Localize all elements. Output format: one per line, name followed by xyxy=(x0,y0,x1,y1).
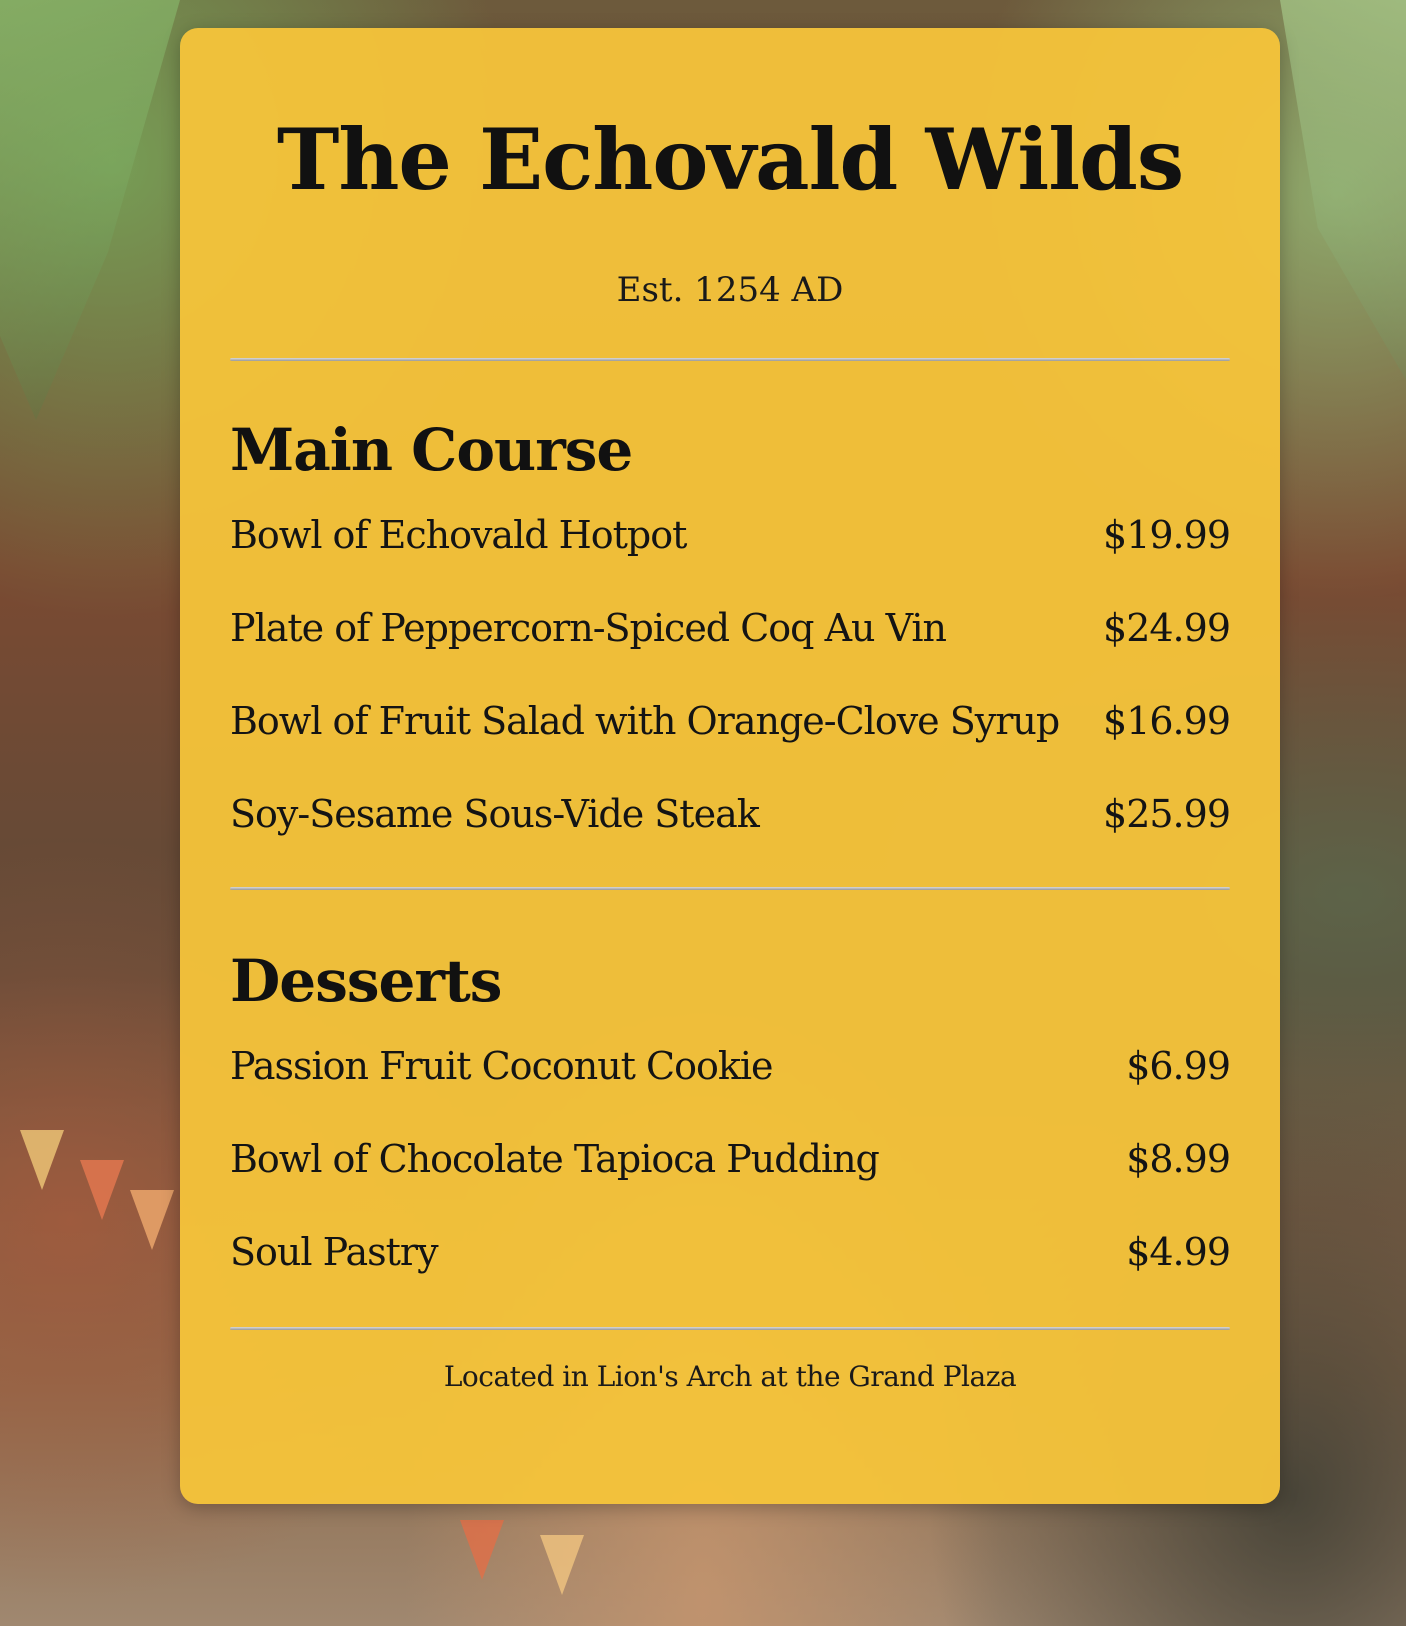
menu-item-name: Passion Fruit Coconut Cookie xyxy=(230,1044,773,1088)
background-bunting-flag xyxy=(130,1190,174,1250)
menu-item-price: $8.99 xyxy=(1126,1137,1230,1181)
restaurant-title: The Echovald Wilds xyxy=(276,110,1184,209)
menu-item xyxy=(230,606,1230,699)
menu-item-name: Bowl of Echovald Hotpot xyxy=(230,513,687,557)
menu-item-price: $19.99 xyxy=(1103,513,1230,557)
menu-item xyxy=(230,513,1230,606)
background-bunting-flag xyxy=(460,1520,504,1580)
menu-item xyxy=(230,792,1230,885)
menu-item-price: $25.99 xyxy=(1103,792,1230,836)
menu-item-name: Bowl of Fruit Salad with Orange-Clove Syrup xyxy=(230,699,1060,743)
menu-item-price: $4.99 xyxy=(1126,1230,1230,1274)
divider xyxy=(230,1327,1230,1330)
menu-item-price: $6.99 xyxy=(1126,1044,1230,1088)
menu-item-price: $24.99 xyxy=(1103,606,1230,650)
background-bunting-flag xyxy=(540,1535,584,1595)
main-course-list xyxy=(230,513,1230,885)
background-bunting-flag xyxy=(20,1130,64,1190)
menu-item xyxy=(230,699,1230,792)
menu-card xyxy=(180,28,1280,1504)
background-foliage xyxy=(0,0,180,420)
background-bunting-flag xyxy=(80,1160,124,1220)
menu-item xyxy=(230,1044,1230,1137)
desserts-list xyxy=(230,1044,1230,1323)
established-date: Est. 1254 AD xyxy=(616,270,844,310)
menu-item xyxy=(230,1137,1230,1230)
divider xyxy=(230,887,1230,890)
location-footer: Located in Lion's Arch at the Grand Plaza xyxy=(443,1360,1017,1393)
menu-item-name: Bowl of Chocolate Tapioca Pudding xyxy=(230,1137,879,1181)
menu-item xyxy=(230,1230,1230,1323)
divider xyxy=(230,358,1230,361)
menu-item-price: $16.99 xyxy=(1103,699,1230,743)
background-foliage xyxy=(1280,0,1406,380)
section-title-desserts: Desserts xyxy=(230,947,502,1015)
menu-item-name: Soy-Sesame Sous-Vide Steak xyxy=(230,792,759,836)
menu-item-name: Plate of Peppercorn-Spiced Coq Au Vin xyxy=(230,606,946,650)
section-title-main-course: Main Course xyxy=(230,416,633,484)
menu-item-name: Soul Pastry xyxy=(230,1230,438,1274)
